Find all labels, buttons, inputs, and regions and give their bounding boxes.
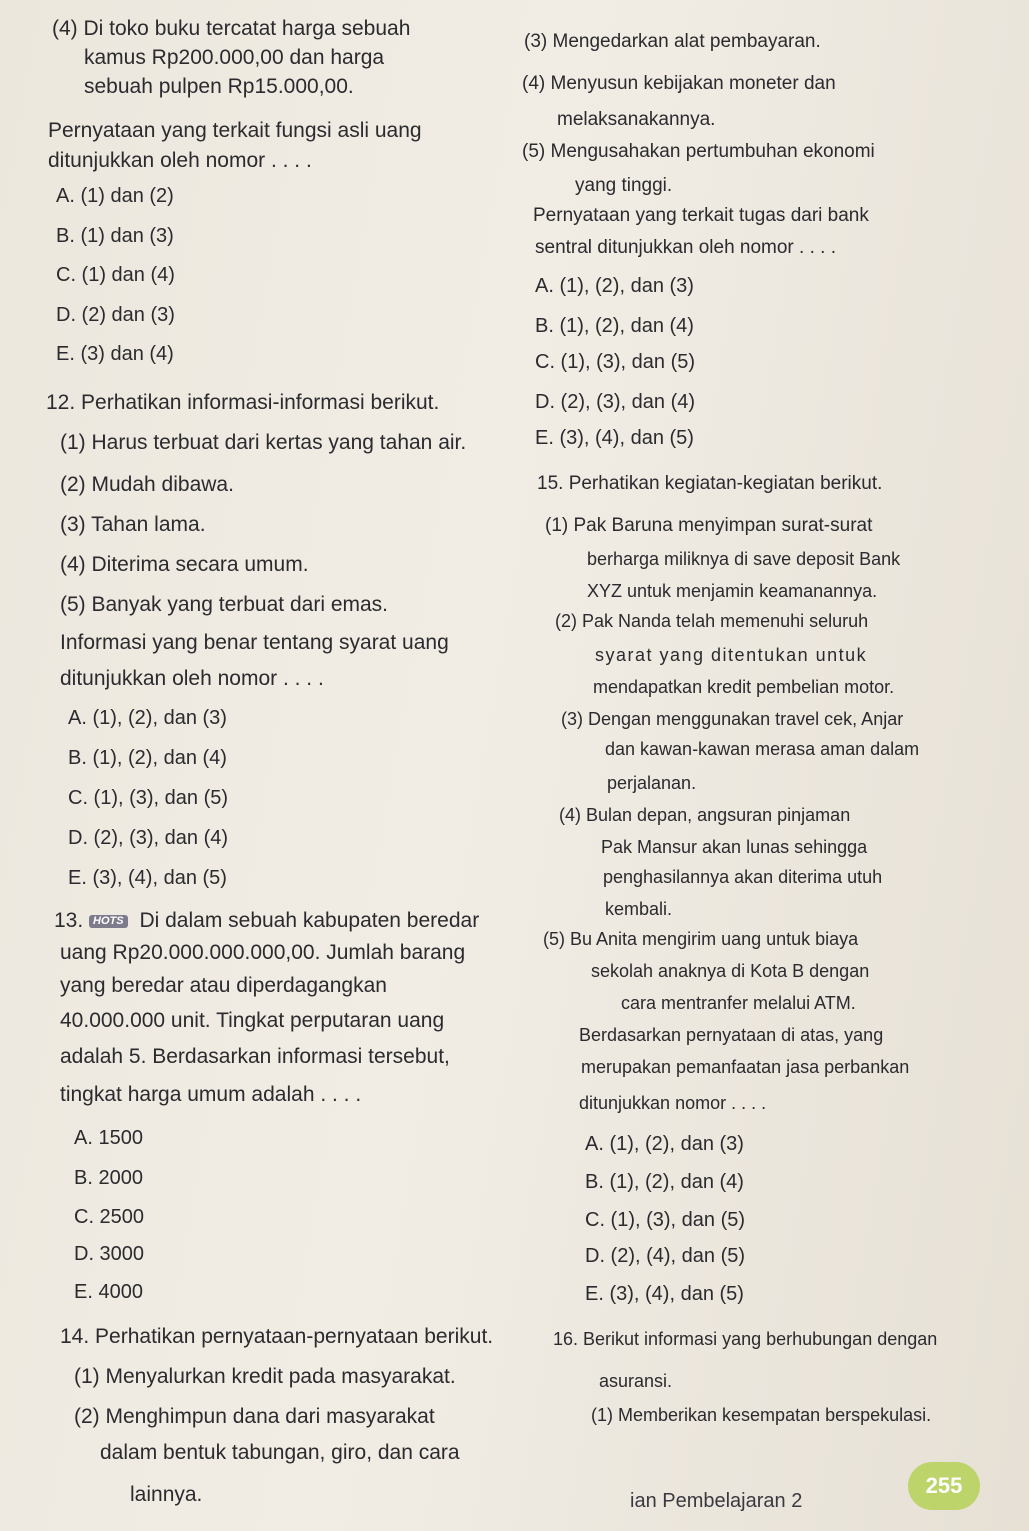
option-c: C. (1), (3), dan (5) [68,787,229,809]
question-12-title: 12. Perhatikan informasi-informasi berikut. [46,391,440,414]
text-line: (2) Mudah dibawa. [60,473,234,496]
text-line: Berdasarkan pernyataan di atas, yang [579,1025,884,1045]
text-line: 40.000.000 unit. Tingkat perputaran uang [60,1009,445,1032]
text-line: kamus Rp200.000,00 dan harga [84,46,385,69]
option-e: E. (3), (4), dan (5) [585,1283,744,1305]
text-line: dalam bentuk tabungan, giro, dan cara [100,1441,460,1464]
text-line: yang tinggi. [575,175,673,196]
text-line: dan kawan-kawan merasa aman dalam [605,739,920,759]
text-line: (5) Bu Anita mengirim uang untuk biaya [543,929,859,949]
option-c: C. 2500 [74,1206,145,1228]
question-14-title: 14. Perhatikan pernyataan-pernyataan berikut. [60,1325,494,1348]
option-c: C. (1), (3), dan (5) [535,351,696,373]
text-line: (4) Di toko buku tercatat harga sebuah [52,17,411,40]
text-line: Informasi yang benar tentang syarat uang [60,631,449,654]
text-line: (3) Dengan menggunakan travel cek, Anjar [561,709,904,729]
text-line: sebuah pulpen Rp15.000,00. [84,75,354,98]
text-line: (1) Memberikan kesempatan berspekulasi. [591,1405,932,1425]
chapter-footer-label: ian Pembelajaran 2 [630,1490,803,1512]
text-line: (1) Pak Baruna menyimpan surat-surat [545,515,873,536]
text-line: (5) Banyak yang terbuat dari emas. [60,593,389,616]
option-b: B. 2000 [74,1167,143,1189]
text-line: uang Rp20.000.000.000,00. Jumlah barang [60,941,466,964]
text-line: (4) Diterima secara umum. [60,553,309,576]
text-line: (2) Pak Nanda telah memenuhi seluruh [555,611,869,631]
text-line: asuransi. [599,1371,673,1391]
page-number-badge: 255 [908,1462,980,1510]
option-d: D. 3000 [74,1243,145,1265]
text-line: mendapatkan kredit pembelian motor. [593,677,895,697]
option-e: E. (3) dan (4) [56,343,174,365]
text-line: berharga miliknya di save deposit Bank [587,549,901,569]
question-13-title [54,910,479,931]
text-line: ditunjukkan oleh nomor . . . . [48,149,312,172]
option-b: B. (1) dan (3) [56,225,174,247]
text-line: yang beredar atau diperdagangkan [60,974,387,997]
option-d: D. (2) dan (3) [56,304,175,326]
option-a: A. (1), (2), dan (3) [68,707,227,729]
question-15-title: 15. Perhatikan kegiatan-kegiatan berikut. [537,473,883,494]
text-line: lainnya. [130,1483,203,1506]
text-line: merupakan pemanfaatan jasa perbankan [581,1057,910,1077]
option-a: A. 1500 [74,1127,143,1149]
text-line: ditunjukkan oleh nomor . . . . [60,667,324,690]
question-16-title: 16. Berikut informasi yang berhubungan dengan [553,1329,938,1349]
text-line: (5) Mengusahakan pertumbuhan ekonomi [522,141,875,162]
text-line: (3) Mengedarkan alat pembayaran. [524,31,821,52]
text-line: Pak Mansur akan lunas sehingga [601,837,868,857]
text-line: (3) Tahan lama. [60,513,206,536]
text-line: melaksanakannya. [557,109,716,130]
option-e: E. (3), (4), dan (5) [68,867,227,889]
option-b: B. (1), (2), dan (4) [535,315,694,337]
text-line: penghasilannya akan diterima utuh [603,867,883,887]
text-line: (1) Harus terbuat dari kertas yang tahan air. [60,431,467,454]
text-line: tingkat harga umum adalah . . . . [60,1083,362,1106]
option-e: E. (3), (4), dan (5) [535,427,694,449]
option-b: B. (1), (2), dan (4) [68,747,227,769]
text-line: sekolah anaknya di Kota B dengan [591,961,870,981]
option-d: D. (2), (3), dan (4) [535,391,696,413]
text-line: cara mentranfer melalui ATM. [621,993,856,1013]
question-number: 13. [54,909,84,932]
option-a: A. (1) dan (2) [56,185,174,207]
option-d: D. (2), (3), dan (4) [68,827,229,849]
text-line: Pernyataan yang terkait tugas dari bank [533,205,869,226]
text-line: kembali. [605,899,673,919]
text-line: syarat yang ditentukan untuk [595,645,868,665]
text-line: perjalanan. [607,773,697,793]
text-line: ditunjukkan nomor . . . . [579,1093,767,1113]
right-column [515,0,1029,1531]
text-line: adalah 5. Berdasarkan informasi tersebut, [60,1045,450,1068]
text-line: XYZ untuk menjamin keamanannya. [587,581,878,601]
text-line: (1) Menyalurkan kredit pada masyarakat. [74,1365,456,1388]
text-line: (2) Menghimpun dana dari masyarakat [74,1405,435,1428]
option-c: C. (1) dan (4) [56,264,175,286]
text-line: sentral ditunjukkan oleh nomor . . . . [535,237,836,258]
text-line: (4) Menyusun kebijakan moneter dan [522,73,836,94]
option-d: D. (2), (4), dan (5) [585,1245,746,1267]
text-line: (4) Bulan depan, angsuran pinjaman [559,805,851,825]
option-e: E. 4000 [74,1281,143,1303]
text-line: Pernyataan yang terkait fungsi asli uang [48,119,422,142]
option-c: C. (1), (3), dan (5) [585,1209,746,1231]
hots-badge: HOTS [89,915,128,928]
option-a: A. (1), (2), dan (3) [535,275,694,297]
option-a: A. (1), (2), dan (3) [585,1133,744,1155]
option-b: B. (1), (2), dan (4) [585,1171,744,1193]
question-text: Di dalam sebuah kabupaten beredar [139,909,480,932]
